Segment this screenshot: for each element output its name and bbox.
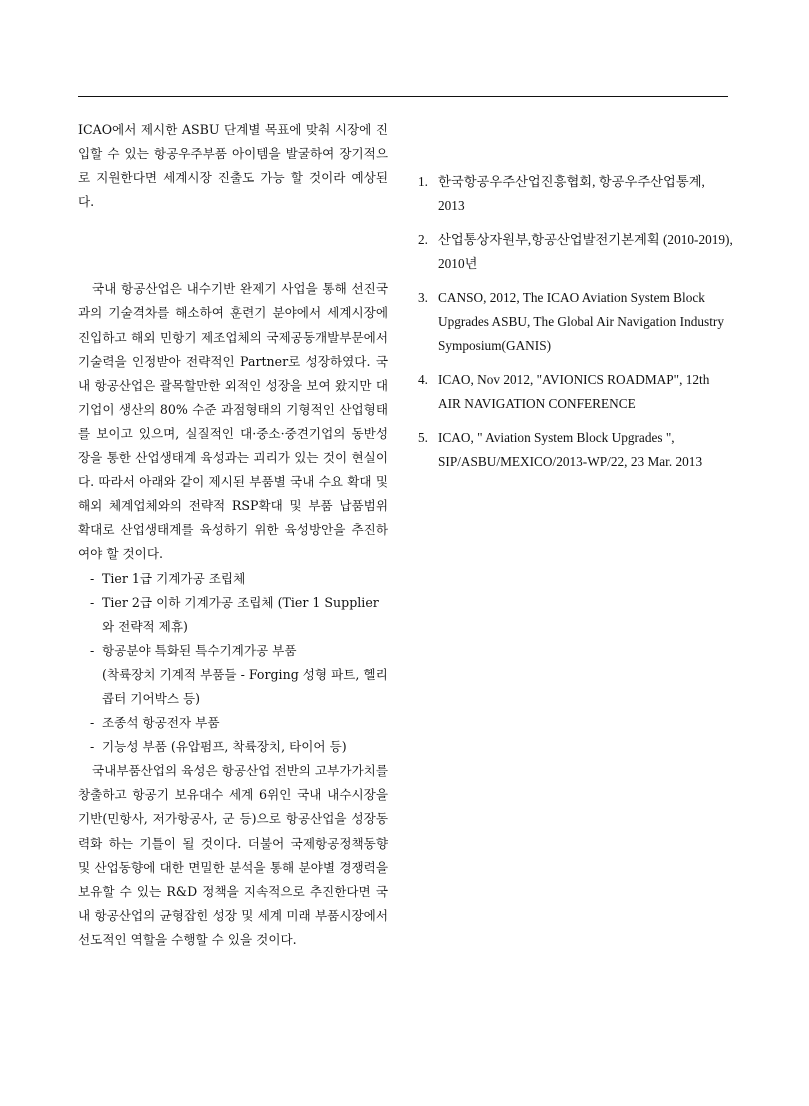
reference-number: 1.: [418, 174, 428, 189]
reference-number: 2.: [418, 232, 428, 247]
list-item: [90, 735, 388, 759]
list-item-subtext: (착륙장치 기계적 부품들 - Forging 성형 파트, 헬리콥터 기어박스 등): [102, 666, 388, 706]
reference-item: [418, 170, 734, 218]
reference-item: [418, 368, 734, 416]
reference-number: 4.: [418, 372, 428, 387]
intro-paragraph: ICAO에서 제시한 ASBU 단계별 목표에 맞춰 시장에 진입할 수 있는 항공우주부품 아이템을 발굴하여 장기적으로 지원한다면 세계시장 진출도 가능 할 것이라 예상된다.: [78, 122, 388, 210]
main-paragraph: 국내 항공산업은 내수기반 완제기 사업을 통해 선진국과의 기술격차를 해소하여 훈련기 분야에서 세계시장에 진입하고 해외 민항기 제조업체의 국제공동개발부문에서 기술력을 인정받아 전략적인 Partner로 성장하였다. 국내 항공산업은 괄목할만한 외적인 성장을 보여 왔지만 대기업이 생산의 80% 수준 과점형태의 기형적인 산업형태를 보이고 있으며, 실질적인 대·중소·중견기업의 동반성장을 통한 산업생태계 육성과는 괴리가 있는 것이 현실이다. 따라서 아래와 같이 제시된 부품별 국내 수요 확대 및 해외 체계업체와의 전략적 RSP확대 및 부품 납품범위 확대로 산업생태계를 육성하기 위한 육성방안을 추진하여야 할 것이다.: [78, 281, 388, 562]
reference-item: [418, 426, 734, 474]
reference-number: 5.: [418, 430, 428, 445]
reference-item: [418, 228, 734, 276]
references-column: [418, 170, 734, 484]
reference-text: 산업통상자원부,항공산업발전기본계획 (2010-2019), 2010년: [438, 232, 733, 271]
list-item: [90, 639, 388, 711]
list-item: [90, 567, 388, 591]
list-item-text: 기능성 부품 (유압펌프, 착륙장치, 타이어 등): [102, 739, 347, 755]
list-item-text: 조종석 항공전자 부품: [102, 715, 220, 731]
reference-number: 3.: [418, 290, 428, 305]
component-list: [78, 567, 388, 760]
reference-text: CANSO, 2012, The ICAO Aviation System Block Upgrades ASBU, The Global Air Navigation Industry Symposium(GANIS): [438, 290, 724, 353]
closing-paragraph: 국내부품산업의 육성은 항공산업 전반의 고부가가치를 창출하고 항공기 보유대수 세계 6위인 국내 내수시장을 기반(민항사, 저가항공사, 군 등)으로 항공산업을 성장동력화 하는 기틀이 될 것이다. 더불어 국제항공정책동향 및 산업동향에 대한 면밀한 분석을 통해 분야별 경쟁력을 보유할 수 있는 R&D 정책을 지속적으로 추진한다면 국내 항공산업의 균형잡힌 성장 및 세계 미래 부품시장에서 선도적인 역할을 수행할 수 있을 것이다.: [78, 763, 388, 947]
list-item: [90, 591, 388, 639]
list-item: [90, 711, 388, 735]
reference-list: [418, 170, 734, 474]
list-item-text: 항공분야 특화된 특수기계가공 부품: [102, 642, 297, 658]
list-item-text: Tier 1급 기계가공 조립체: [102, 570, 246, 586]
reference-item: [418, 286, 734, 358]
reference-text: ICAO, Nov 2012, "AVIONICS ROADMAP", 12th AIR NAVIGATION CONFERENCE: [438, 372, 710, 411]
paragraph-gap: [78, 214, 388, 277]
header-rule: [78, 96, 728, 97]
reference-text: ICAO, " Aviation System Block Upgrades ", SIP/ASBU/MEXICO/2013-WP/22, 23 Mar. 2013: [438, 430, 703, 469]
left-column: [78, 118, 388, 952]
reference-text: 한국항공우주산업진흥협회, 항공우주산업통계, 2013: [438, 174, 705, 213]
list-item-text: Tier 2급 이하 기계가공 조립체 (Tier 1 Supplier 와 전략적 제휴): [102, 594, 379, 634]
